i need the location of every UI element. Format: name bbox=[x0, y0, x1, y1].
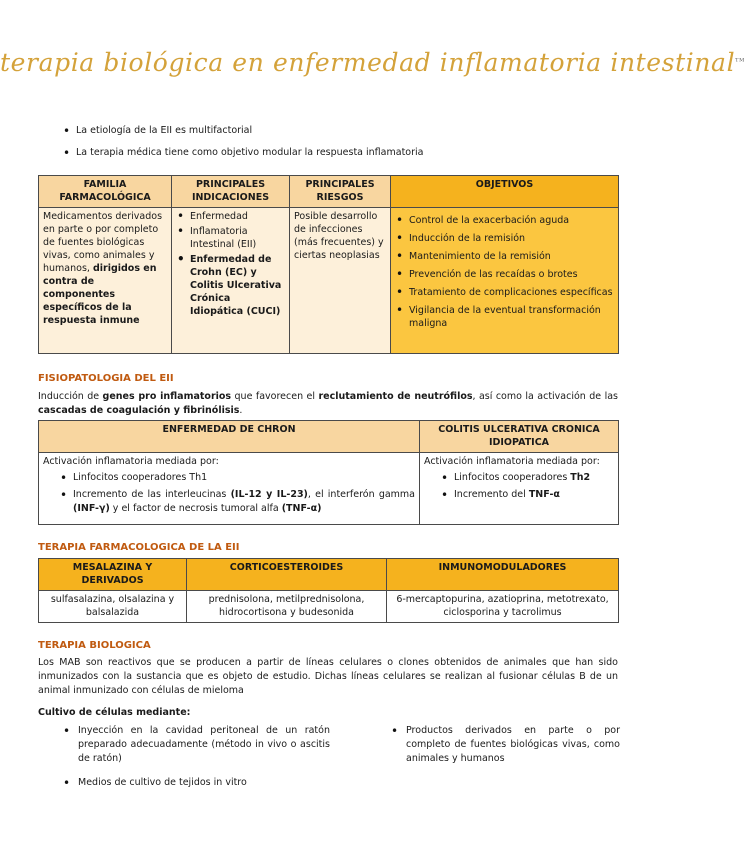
page-title: terapia biológica en enfermedad inflamatoria intestinal™ bbox=[0, 48, 745, 77]
cell-familia: Medicamentos derivados en parte o por completo de fuentes biológicas vivas, como animales y humanos, dirigidos en contra de componentes específicos de la respuesta inmune bbox=[39, 208, 172, 354]
intro-item: • La terapia médica tiene como objetivo modular la respuesta inflamatoria bbox=[60, 146, 620, 160]
colitis-item: • Linfocitos cooperadores Th2 bbox=[438, 471, 614, 485]
cell-corticoesteroides: prednisolona, metilprednisolona, hidrocortisona y budesonida bbox=[187, 591, 387, 623]
objetivo-item: • Control de la exacerbación aguda bbox=[395, 214, 614, 227]
header-riesgos: PRINCIPALES RIESGOS bbox=[290, 176, 391, 208]
cultivo-heading: Cultivo de células mediante: bbox=[38, 707, 191, 718]
cultivo-item: • Inyección en la cavidad peritoneal de un ratón preparado adecuadamente (método in vivo o ascitis de ratón) bbox=[60, 724, 330, 766]
cell-mesalazina: sulfasalazina, olsalazina y balsalazida bbox=[39, 591, 187, 623]
objetivo-item: • Prevención de las recaídas o brotes bbox=[395, 268, 614, 281]
cell-objetivos bbox=[391, 208, 619, 354]
trademark-mark: TM bbox=[735, 57, 745, 64]
cell-indicaciones bbox=[172, 208, 290, 354]
cultivo-item: • Productos derivados en parte o por completo de fuentes biológicas vivas, como animales y humanos bbox=[388, 724, 620, 766]
biologic-therapy-table bbox=[38, 175, 619, 354]
intro-item: • La etiología de la EII es multifactorial bbox=[60, 124, 620, 138]
header-corticoesteroides: CORTICOESTEROIDES bbox=[187, 559, 387, 591]
ibd-comparison-table bbox=[38, 420, 619, 525]
header-indicaciones: PRINCIPALES INDICACIONES bbox=[172, 176, 290, 208]
header-mesalazina: MESALAZINA Y DERIVADOS bbox=[39, 559, 187, 591]
pharmacologic-table bbox=[38, 558, 619, 623]
indicacion-item: • Enfermedad de Crohn (EC) y Colitis Ulcerativa Crónica Idiopática (CUCI) bbox=[176, 253, 285, 318]
indicacion-item: • Inflamatoria Intestinal (EII) bbox=[176, 225, 285, 251]
section-biologica: TERAPIA BIOLOGICA bbox=[38, 640, 151, 651]
indicacion-item: • Enfermedad bbox=[176, 210, 285, 223]
objetivo-item: • Vigilancia de la eventual transformación maligna bbox=[395, 304, 614, 330]
biologica-paragraph: Los MAB son reactivos que se producen a partir de líneas celulares o clones obtenidos de animales que han sido inmunizados con la sustancia que es objeto de estudio. Dichas líneas celulares se realizan al fusionar células B de un animal inmunizado con células de mieloma bbox=[38, 657, 618, 696]
header-colitis: COLITIS ULCERATIVA CRONICA IDIOPATICA bbox=[420, 421, 619, 453]
cultivo-item: • Medios de cultivo de tejidos in vitro bbox=[60, 776, 330, 790]
objetivo-item: • Inducción de la remisión bbox=[395, 232, 614, 245]
crohn-item: • Linfocitos cooperadores Th1 bbox=[57, 471, 415, 485]
cell-colitis: Activación inflamatoria mediada por: • Linfocitos cooperadores Th2 • Incremento del TNF-α bbox=[420, 453, 619, 525]
cell-riesgos: Posible desarrollo de infecciones (más frecuentes) y ciertas neoplasias bbox=[290, 208, 391, 354]
objetivo-item: • Tratamiento de complicaciones específicas bbox=[395, 286, 614, 299]
section-fisiopatologia: FISIOPATOLOGIA DEL EII bbox=[38, 373, 174, 384]
fisiopatologia-paragraph: Inducción de genes pro inflamatorios que favorecen el reclutamiento de neutrófilos, así como la activación de las cascadas de coagulación y fibrinólisis. bbox=[38, 391, 618, 416]
cultivo-list-b bbox=[388, 724, 620, 776]
crohn-item: • Incremento de las interleucinas (IL-12 y IL-23), el interferón gamma (INF-γ) y el factor de necrosis tumoral alfa (TNF-α) bbox=[57, 488, 415, 516]
header-crohn: ENFERMEDAD DE CHRON bbox=[39, 421, 420, 453]
cell-crohn: Activación inflamatoria mediada por: • Linfocitos cooperadores Th1 • Incremento de las interleucinas (IL-12 y IL-23), el interferón gamma (INF-γ) y el factor de necrosis tumoral alfa (TNF-α) bbox=[39, 453, 420, 525]
objetivo-item: • Mantenimiento de la remisión bbox=[395, 250, 614, 263]
header-familia: FAMILIA FARMACOLÓGICA bbox=[39, 176, 172, 208]
cell-inmunomoduladores: 6-mercaptopurina, azatioprina, metotrexato, ciclosporina y tacrolimus bbox=[387, 591, 619, 623]
cultivo-list-a bbox=[60, 724, 330, 800]
colitis-item: • Incremento del TNF-α bbox=[438, 488, 614, 502]
header-objetivos: OBJETIVOS bbox=[391, 176, 619, 208]
header-inmunomoduladores: INMUNOMODULADORES bbox=[387, 559, 619, 591]
intro-list bbox=[60, 124, 620, 168]
section-farmacologica: TERAPIA FARMACOLOGICA DE LA EII bbox=[38, 542, 240, 553]
